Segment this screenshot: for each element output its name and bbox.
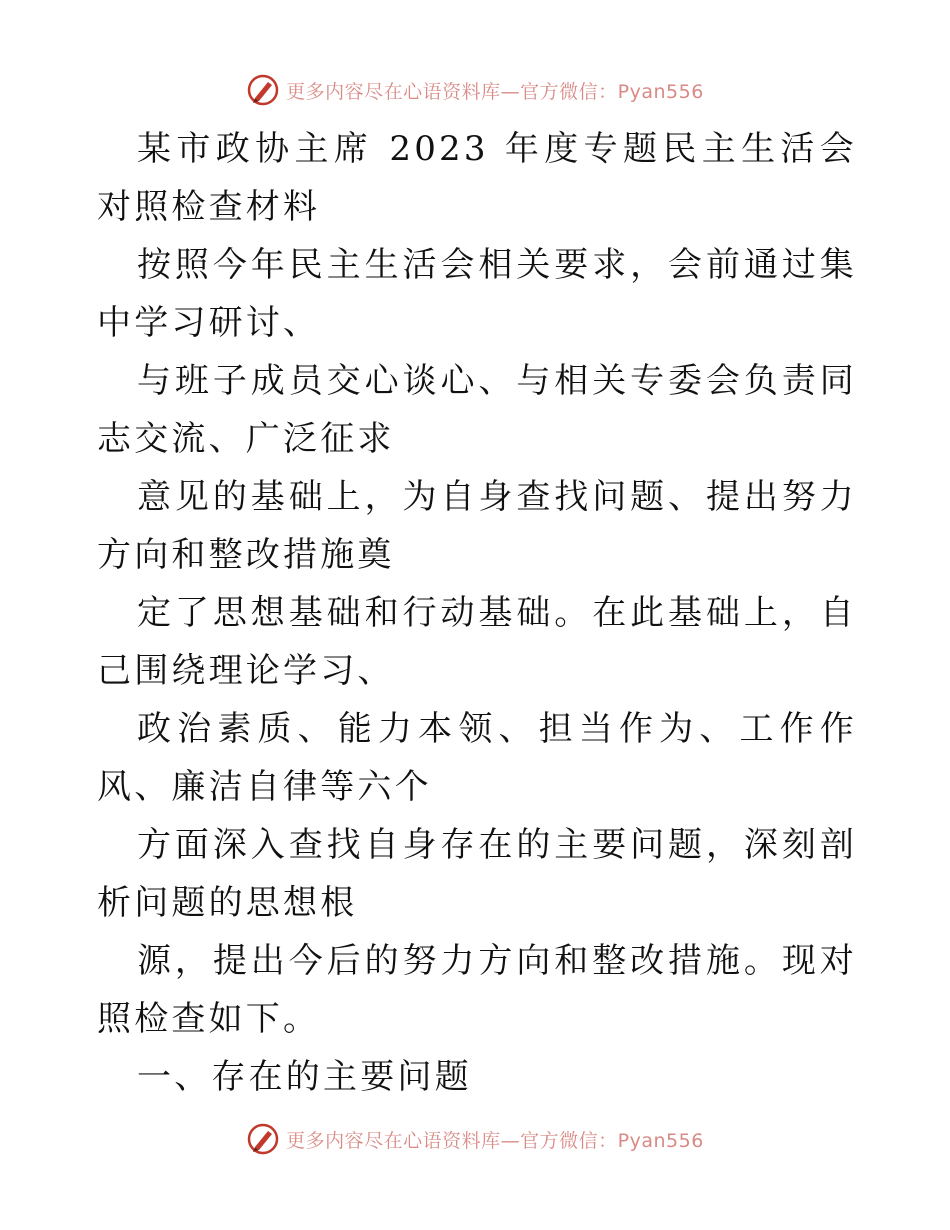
paragraph: 定了思想基础和行动基础。在此基础上，自己围绕理论学习、 — [97, 593, 857, 691]
paragraph: 意见的基础上，为自身查找问题、提出努力方向和整改措施奠 — [97, 477, 857, 575]
paragraph: 源，提出今后的努力方向和整改措施。现对照检查如下。 — [97, 941, 857, 1039]
document-body — [97, 120, 857, 1106]
section-heading: 一、存在的主要问题 — [137, 1057, 472, 1097]
document-title: 某市政协主席 2023 年度专题民主生活会对照检查材料 — [97, 129, 857, 227]
watermark-text: 更多内容尽在心语资料库—官方微信：Pyan556 — [286, 80, 704, 103]
watermark-text: 更多内容尽在心语资料库—官方微信：Pyan556 — [286, 1129, 704, 1152]
paragraph: 方面深入查找自身存在的主要问题，深刻剖析问题的思想根 — [97, 825, 857, 923]
paragraph: 政治素质、能力本领、担当作为、工作作风、廉洁自律等六个 — [97, 709, 857, 807]
header-watermark — [0, 70, 950, 110]
pen-logo-icon — [246, 1122, 280, 1156]
paragraph: 按照今年民主生活会相关要求，会前通过集中学习研讨、 — [97, 245, 857, 343]
paragraph: 与班子成员交心谈心、与相关专委会负责同志交流、广泛征求 — [97, 361, 857, 459]
pen-logo-icon — [246, 73, 280, 107]
footer-watermark — [0, 1119, 950, 1159]
